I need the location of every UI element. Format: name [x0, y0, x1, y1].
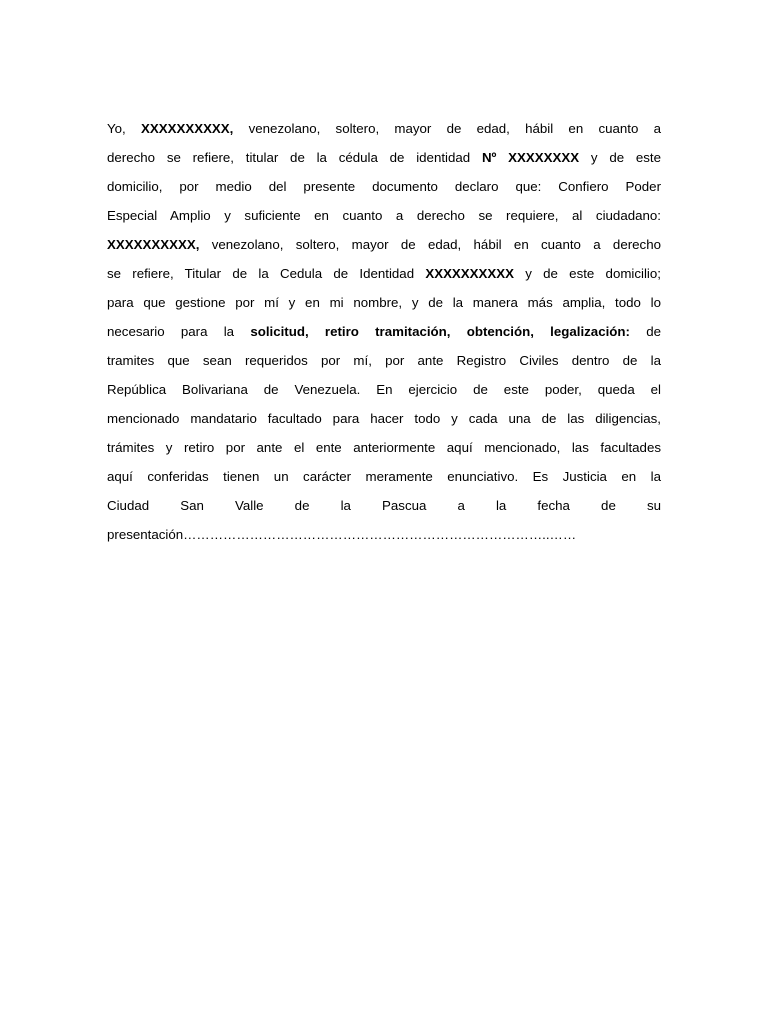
- text-segment: y de este domicilio;: [514, 266, 661, 281]
- text-segment: venezolano, soltero, mayor de edad, hábil en cuanto a derecho: [199, 237, 661, 252]
- text-segment: aquí conferidas tienen un carácter meramente enunciativo. Es Justicia en la: [107, 469, 661, 484]
- text-segment: Yo,: [107, 121, 141, 136]
- text-segment: se refiere, Titular de la Cedula de Identidad: [107, 266, 426, 281]
- power-of-attorney-paragraph: [107, 114, 661, 549]
- text-line: [107, 143, 661, 172]
- text-segment: trámites y retiro por ante el ente anteriormente aquí mencionado, las facultades: [107, 440, 661, 455]
- text-line: [107, 259, 661, 288]
- text-line: [107, 433, 661, 462]
- bold-text-segment: XXXXXXXXXX,: [140, 121, 234, 136]
- text-segment: venezolano, soltero, mayor de edad, hábil en cuanto a: [233, 121, 662, 136]
- text-line: [107, 462, 661, 491]
- text-segment: presentación………………………………………………………………………..……: [107, 527, 577, 542]
- text-line: [107, 375, 661, 404]
- text-line: [107, 404, 661, 433]
- text-line: [107, 114, 661, 143]
- text-line: [107, 317, 661, 346]
- text-segment: República Bolivariana de Venezuela. En ejercicio de este poder, queda el: [107, 382, 661, 397]
- text-segment: tramites que sean requeridos por mí, por ante Registro Civiles dentro de la: [107, 353, 661, 368]
- text-segment: de: [629, 324, 661, 339]
- text-line: [107, 288, 661, 317]
- text-segment: mencionado mandatario facultado para hacer todo y cada una de las diligencias,: [107, 411, 661, 426]
- bold-text-segment: XXXXXXXXXX: [425, 266, 515, 281]
- text-segment: y de este: [579, 150, 662, 165]
- text-line: [107, 172, 661, 201]
- text-line: [107, 346, 661, 375]
- text-line: [107, 491, 661, 520]
- bold-text-segment: Nº XXXXXXXX: [481, 150, 580, 165]
- text-segment: Especial Amplio y suficiente en cuanto a derecho se requiere, al ciudadano:: [107, 208, 661, 223]
- text-line: [107, 520, 661, 549]
- text-line: [107, 230, 661, 259]
- text-segment: para que gestione por mí y en mi nombre, y de la manera más amplia, todo lo: [107, 295, 661, 310]
- text-line: [107, 201, 661, 230]
- bold-text-segment: solicitud, retiro tramitación, obtención, legalización:: [250, 324, 630, 339]
- text-segment: domicilio, por medio del presente documento declaro que: Confiero Poder: [107, 179, 661, 194]
- bold-text-segment: XXXXXXXXXX,: [107, 237, 200, 252]
- text-segment: Ciudad San Valle de la Pascua a la fecha de su: [107, 498, 661, 513]
- text-segment: derecho se refiere, titular de la cédula de identidad: [107, 150, 482, 165]
- text-segment: necesario para la: [107, 324, 251, 339]
